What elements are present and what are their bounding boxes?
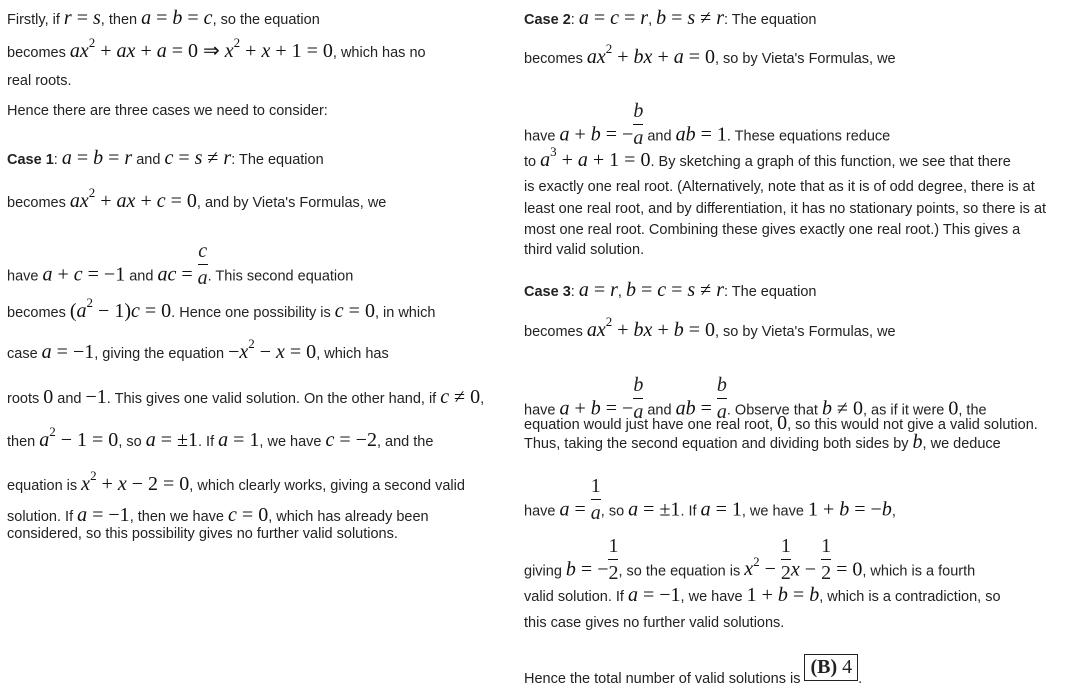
fraction-1-over-a: $\frac{1}{a}$ [590,475,601,524]
case3-heading: Case 3: a = r, b = c = s ≠ r: The equation [524,279,817,301]
fraction-c-over-a: $\frac{c}{a}$ [197,240,208,289]
line-c2-becomes: becomes $ax^2$ + bx + a = 0, so by Vieta's Formulas, we [524,41,896,68]
line-have-1: have a + c = −1 and ac = $\frac{c}{a}$ . This second equation [7,240,354,289]
line-becomes-2: becomes $ax^2$ + ax + c = 0, and by Vieta's Formulas, we [7,185,387,212]
fraction-b-over-a: $\frac{b}{a}$ [633,100,644,149]
line-c3-r13: Thus, taking the second equation and dividing both sides by b, we deduce [524,431,1001,453]
line-real-roots: real roots. [7,73,72,89]
fraction-1-over-2: $\frac{1}{2}$ [821,535,832,584]
line-c3-r14: have a = $\frac{1}{a}$ , so a = ±1. If a = 1, we have 1 + b = −b, [524,475,896,524]
line-c3-r17: this case gives no further valid solutions. [524,615,785,631]
line-then: then $a^2 - 1 = 0$, so a = ±1. If a = 1, we have c = −2, and the [7,424,434,451]
fraction-1-over-2: $\frac{1}{2}$ [608,535,619,584]
line-equation-is: equation is $x^2 + x - 2 = 0$, which clearly works, giving a second valid [7,468,465,495]
line-considered: considered, so this possibility gives no further valid solutions. [7,526,398,542]
line-c2-have: have a + b = − $\frac{b}{a}$ and ab = 1. These equations reduce [524,100,891,149]
line-solution-if: solution. If a = −1, then we have c = 0, which has already been [7,504,429,526]
fraction-b-over-a: $\frac{b}{a}$ [633,374,644,423]
fraction-b-over-a: $\frac{b}{a}$ [716,374,727,423]
line-roots: roots 0 and −1. This gives one valid solution. On the other hand, if c ≠ 0, [7,386,485,408]
line-c2-reduce: to $a^3 + a + 1 = 0$. By sketching a graph of this function, we see that there [524,144,1011,171]
line-becomes-1: becomes $ax^2$ + ax + a = 0 ⇒ $x^2 + x + 1 = 0$, which has no [7,35,426,62]
final-answer-line: Hence the total number of valid solutions is (B) 4. [524,656,863,687]
line-c3-r12: equation would just have one real root, 0, so this would not give a valid solution. [524,412,1038,434]
line-c3-r16: valid solution. If a = −1, we have 1 + b = b, which is a contradiction, so [524,584,1001,606]
line-c2-r7: most one real root. Combining these gives exactly one real root.) This gives a [524,222,1021,238]
line-three-cases: Hence there are three cases we need to consider: [7,103,328,119]
case1-heading: Case 1: a = b = r and c = s ≠ r: The equation [7,147,324,169]
line-c2-r6: least one real root, and by differentiation, it has no stationary points, so there is at [524,201,1047,217]
fraction-1-over-2: $\frac{1}{2}$ [780,535,791,584]
line-becomes-3: becomes $(a^2 - 1)c = 0$. Hence one possibility is c = 0, in which [7,295,436,322]
line-c2-r8: third valid solution. [524,242,645,258]
line-firstly: Firstly, if r = s, then a = b = c, so the equation [7,7,320,29]
answer-box: (B) 4 [804,654,858,681]
line-case-a-minus-1: case a = −1, giving the equation $-x^2 - x = 0$, which has [7,336,389,363]
case2-heading: Case 2: a = c = r, b = s ≠ r: The equation [524,7,817,29]
line-c3-r15: giving b = − $\frac{1}{2}$ , so the equation is $x^2$ − $\frac{1}{2}$ x − $\frac{1}{2}$ = 0, which is a fourth [524,535,976,584]
line-c2-r5: is exactly one real root. (Alternatively, note that as it is of odd degree, there is at [524,179,1035,195]
line-c3-becomes: becomes $ax^2$ + bx + b = 0, so by Vieta's Formulas, we [524,314,896,341]
line-c3-have: have a + b = − $\frac{b}{a}$ and ab = $\frac{b}{a}$ . Observe that b ≠ 0, as if it were 0, the [524,374,987,423]
